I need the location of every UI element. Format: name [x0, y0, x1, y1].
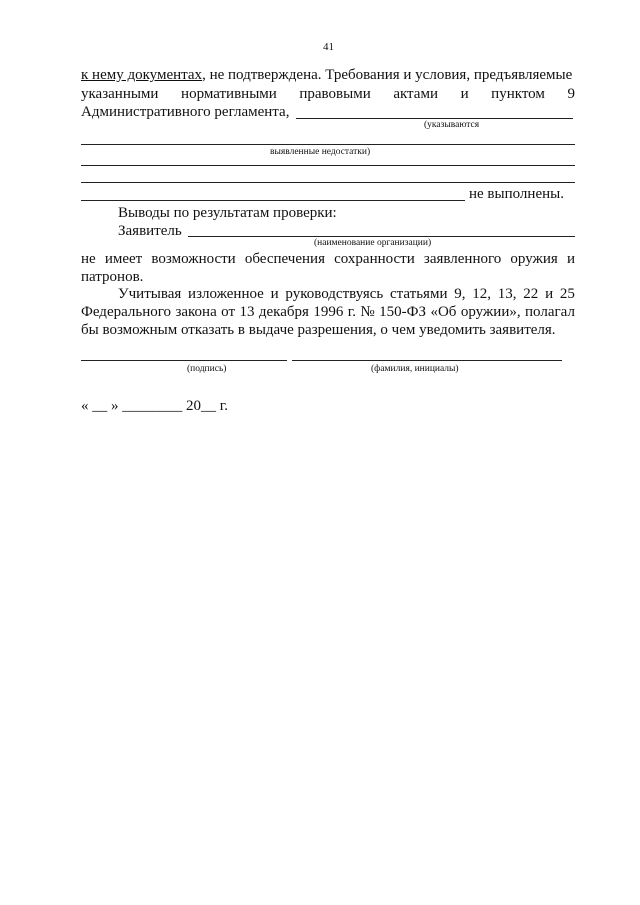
day-blank: __: [92, 398, 108, 414]
fill-in-line: [81, 182, 575, 183]
word: 12,: [472, 286, 492, 302]
word: имеет: [104, 251, 143, 267]
quote-close: »: [111, 398, 119, 414]
word: 9: [567, 86, 575, 102]
quote-open: «: [81, 398, 89, 414]
word: полагал: [525, 304, 575, 320]
year-suffix: г.: [219, 398, 228, 414]
paragraph-line-1: [118, 285, 575, 303]
word: закона: [175, 304, 217, 320]
word: 22: [523, 286, 539, 302]
underlined-phrase: к нему документах: [81, 67, 203, 83]
caption-name: (фамилия, инициалы): [371, 364, 459, 374]
word: 13: [239, 304, 255, 320]
date-line: [81, 397, 228, 415]
caption-organization: (наименование организации): [314, 238, 432, 248]
conclusions-heading: Выводы по результатам проверки:: [118, 205, 337, 221]
word: №: [360, 304, 375, 320]
word: указанными: [81, 86, 159, 102]
paragraph-line-2: [81, 303, 575, 321]
fill-in-line: [188, 236, 575, 237]
word: Учитывая: [118, 286, 182, 302]
month-blank: ________: [122, 398, 183, 414]
name-line: [292, 360, 562, 361]
word: правовыми: [299, 86, 371, 102]
word: и: [545, 286, 554, 302]
signature-line: [81, 360, 287, 361]
word: 9,: [454, 286, 466, 302]
page-number: 41: [323, 41, 334, 53]
year-blank: __: [201, 398, 216, 414]
word: руководствуясь: [285, 286, 384, 302]
word: пунктом: [491, 86, 545, 102]
word: оружии»,: [460, 304, 521, 320]
conclusion-line-2: патронов.: [81, 269, 144, 285]
word: декабря: [258, 304, 309, 320]
fill-in-line: [81, 200, 465, 201]
word: и: [270, 286, 279, 302]
word: г.: [347, 304, 356, 320]
word: оружия: [510, 251, 558, 267]
word: «Об: [430, 304, 457, 320]
word: сохранности: [334, 251, 415, 267]
word: и: [460, 86, 469, 102]
fill-in-line: [296, 118, 573, 119]
applicant-label: Заявитель: [118, 223, 182, 239]
word: и: [566, 251, 575, 267]
paragraph-line-3: бы возможным отказать в выдаче разрешения, о чем уведомить заявителя.: [81, 322, 556, 338]
text-line-3: Административного регламента,: [81, 104, 290, 120]
word: изложенное: [188, 286, 264, 302]
word: статьями: [390, 286, 448, 302]
fill-in-line: [81, 144, 575, 145]
caption-deficiencies: выявленные недостатки): [270, 147, 371, 157]
word: 25: [559, 286, 575, 302]
word: 1996: [313, 304, 344, 320]
text-line-1: [81, 66, 572, 84]
caption-indicated: (указываются: [424, 120, 480, 130]
line1-rest: , не подтверждена. Требования и условия, предъявляемые: [202, 67, 573, 83]
text-line-2: [81, 85, 575, 103]
word: нормативными: [181, 86, 277, 102]
caption-signature: (подпись): [187, 364, 227, 374]
word: 13,: [497, 286, 517, 302]
conclusion-line-1: [81, 250, 575, 268]
fill-in-line: [81, 165, 575, 166]
word: от: [221, 304, 236, 320]
year-prefix: 20: [186, 398, 201, 414]
word: обеспечения: [244, 251, 325, 267]
word: заявленного: [423, 251, 502, 267]
word: актами: [393, 86, 438, 102]
word: 150-ФЗ: [379, 304, 427, 320]
word: Федерального: [81, 304, 172, 320]
not-fulfilled-text: не выполнены.: [469, 186, 564, 202]
word: не: [81, 251, 96, 267]
word: возможности: [151, 251, 236, 267]
